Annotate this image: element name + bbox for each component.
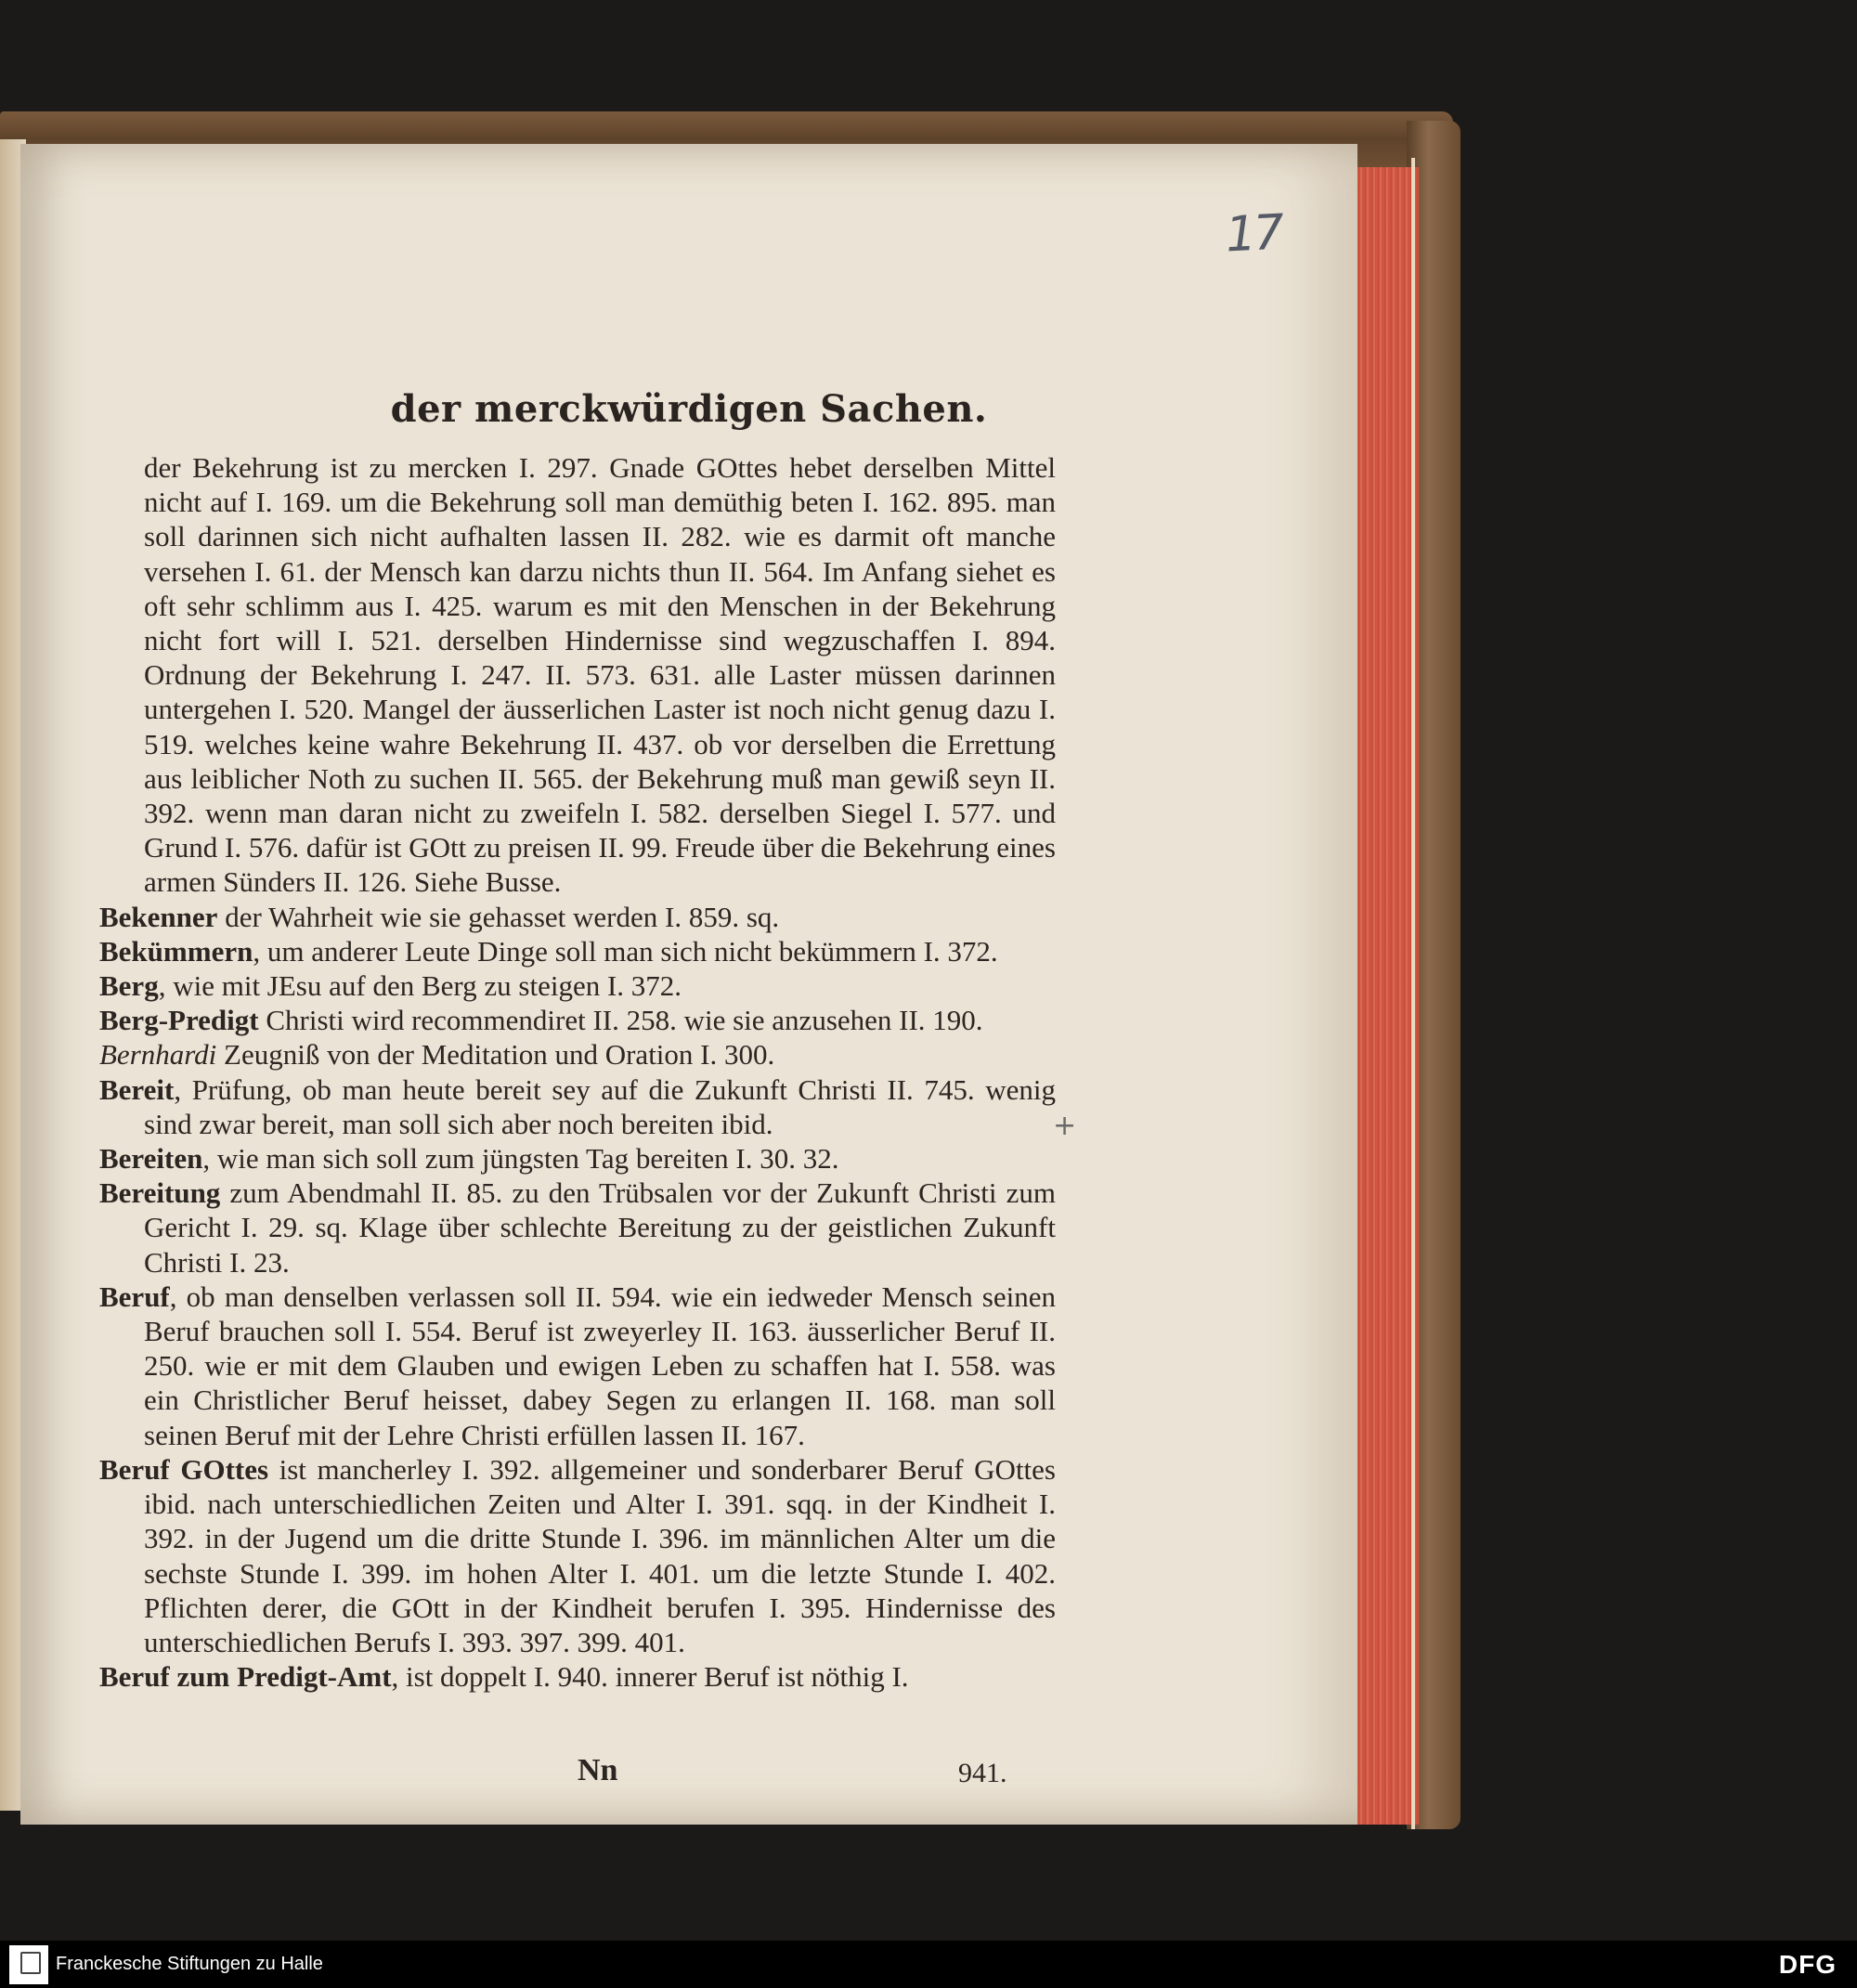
entry-text: , ob man denselben verlassen soll II. 594. wie ein iedweder Mensch seinen Beruf brauchen soll I. 554. Beruf ist zweyerley II. 163. äusserlicher Beruf II. 250. wie er mit dem Glauben und ewigen Leben zu schaffen hat I. 558. was ein Christlicher Beruf heisset, dabey Segen zu erlangen II. 168. man soll seinen Beruf mit der Lehre Christi erfüllen lassen II. 167. (144, 1280, 1056, 1451)
index-entry (99, 1659, 1056, 1694)
entry-text: , wie man sich soll zum jüngsten Tag bereiten I. 30. 32. (202, 1142, 839, 1176)
index-entry (99, 1176, 1056, 1280)
entry-text: ist mancherley I. 392. allgemeiner und sonderbarer Beruf GOttes ibid. nach unterschiedlichen Zeiten und Alter I. 391. sqq. in der Kindheit I. 392. in der Jugend um die dritte Stunde I. 396. im männlichen Alter um die sechste Stunde I. 399. im hohen Alter I. 401. um die letzte Stunde I. 402. Pflichten derer, die GOtt in der Kindheit berufen I. 395. Hindernisse des unterschiedlichen Berufs I. 393. 397. 399. 401. (144, 1452, 1056, 1658)
index-entry (99, 450, 1056, 900)
entry-headword: Bereit (99, 1072, 175, 1106)
entry-text: , ist doppelt I. 940. innerer Beruf ist nöthig I. (391, 1660, 909, 1694)
institution-name[interactable]: Franckesche Stiftungen zu Halle (56, 1954, 323, 1974)
entry-text: Zeugniß von der Meditation und Oration I. 300. (216, 1038, 775, 1072)
index-entry (99, 1003, 1056, 1037)
entry-text: der Bekehrung ist zu mercken I. 297. Gnade GOttes hebet derselben Mittel nicht auf I. 169. um die Bekehrung soll man demüthig beten I. 162. 895. man soll darinnen sich nicht aufhalten lassen II. 282. wie es darmit oft manche versehen I. 61. der Mensch kan darzu nichts thun II. 564. Im Anfang siehet es oft sehr schlimm aus I. 425. warum es mit den Menschen in der Bekehrung nicht fort will I. 521. derselben Hindernisse sind wegzuschaffen I. 894. Ordnung der Bekehrung I. 247. II. 573. 631. alle Laster müssen darinnen untergehen I. 520. Mangel der äusserlichen Laster ist noch nicht genug dazu I. 519. welches keine wahre Bekehrung II. 437. ob vor derselben die Errettung aus leiblicher Noth zu suchen II. 565. der Bekehrung muß man gewiß seyn II. 392. wenn man daran nicht zu zweifeln I. 582. derselben Siegel I. 577. und Grund I. 576. dafür ist GOtt zu preisen II. 99. Freude über die Bekehrung eines armen Sünders II. 126. Siehe Busse. (144, 451, 1056, 899)
entry-text: zum Abendmahl II. 85. zu den Trübsalen vor der Zukunft Christi zum Gericht I. 29. sq. Klage über schlechte Bereitung zu der geistlichen Zukunft Christi I. 23. (144, 1176, 1056, 1279)
entry-headword: Berg-Predigt (99, 1004, 259, 1037)
page-block-edge (1411, 158, 1415, 1829)
index-entry (99, 968, 1056, 1003)
entry-headword: Beruf zum Predigt-Amt (99, 1660, 392, 1694)
index-entry (99, 900, 1056, 934)
entry-headword: Bekümmern (99, 934, 253, 968)
entry-text: , um anderer Leute Dinge soll man sich nicht bekümmern I. 372. (253, 934, 998, 968)
running-head: der merckwürdigen Sachen. (390, 387, 988, 431)
entry-headword: Bernhardi (99, 1038, 217, 1072)
book-page (20, 144, 1357, 1825)
entry-text: , wie mit JEsu auf den Berg zu steigen I. 372. (158, 969, 682, 1003)
index-entry (99, 1072, 1056, 1141)
entry-text: Christi wird recommendiret II. 258. wie sie anzusehen II. 190. (258, 1004, 983, 1037)
entry-headword: Bereiten (99, 1142, 203, 1176)
dfg-logo[interactable]: DFG (1778, 1950, 1837, 1979)
entry-headword: Bekenner (99, 900, 218, 933)
index-entry (99, 934, 1056, 968)
margin-mark: + (1053, 1110, 1077, 1142)
handwritten-folio-number: 17 (1224, 204, 1283, 264)
index-entries (99, 450, 1056, 1694)
institution-logo-icon[interactable] (9, 1945, 48, 1984)
index-entry (99, 1037, 1056, 1072)
catchword: Nn (578, 1753, 618, 1787)
entry-headword: Beruf GOttes (99, 1452, 269, 1486)
entry-headword: Beruf (99, 1280, 170, 1313)
entry-headword: Berg (99, 969, 159, 1003)
index-entry (99, 1280, 1056, 1452)
entry-text: der Wahrheit wie sie gehasset werden I. 859. sq. (217, 900, 780, 933)
entry-headword: Bereitung (99, 1176, 221, 1210)
index-entry (99, 1452, 1056, 1659)
entry-text: , Prüfung, ob man heute bereit sey auf die Zukunft Christi II. 745. wenig sind zwar bereit, man soll sich aber noch bereiten ibid. (144, 1072, 1056, 1140)
viewer-footer (0, 1941, 1857, 1988)
page-number: 941. (958, 1758, 1007, 1788)
index-entry (99, 1141, 1056, 1176)
